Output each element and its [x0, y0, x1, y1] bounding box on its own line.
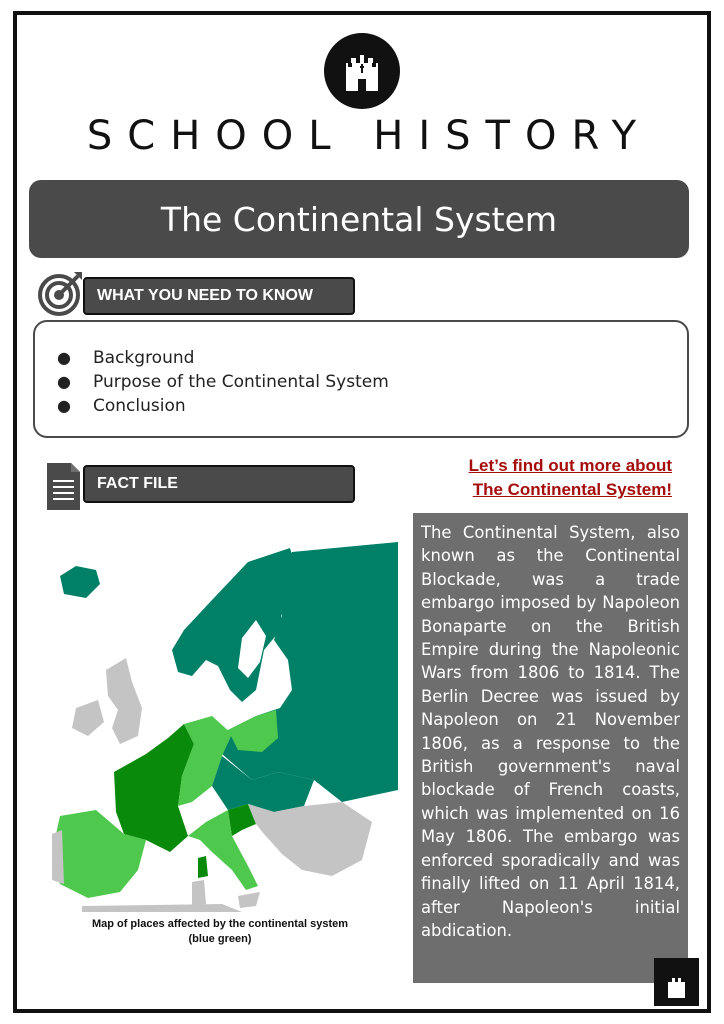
list-item	[57, 370, 687, 394]
list-item-label: Background	[93, 348, 195, 368]
map-caption-line2: (blue green)	[188, 933, 252, 945]
bullet-icon: ●	[57, 396, 71, 415]
learn-more-link[interactable]	[410, 454, 672, 502]
list-item-label: Purpose of the Continental System	[93, 372, 389, 392]
know-heading: WHAT YOU NEED TO KNOW	[83, 277, 355, 315]
fact-text-panel: The Continental System, also known as the Continental Blockade, was a trade embargo imposed by Napoleon Bonaparte on the British Empire during the Napoleonic Wars from 1806 to 1814. The Berlin Decree was issued by Napoleon on 21 November 1806, as a response to the British government's naval blockade of French coasts, which was implemented on 16 May 1806. The embargo was enforced sporadically and was finally lifted on 11 April 1814, after Napoleon's initial abdication.	[413, 513, 688, 983]
corner-castle-icon	[654, 958, 699, 1006]
bullet-icon: ●	[57, 372, 71, 391]
map-caption	[42, 917, 398, 947]
page-title: The Continental System	[29, 180, 689, 258]
know-list	[57, 346, 687, 418]
map-region-portugal	[52, 830, 64, 884]
learn-more-line1: Let’s find out more about	[468, 456, 672, 475]
document-icon	[43, 459, 83, 513]
list-item-label: Conclusion	[93, 396, 186, 416]
know-list-box	[33, 320, 689, 438]
bullet-icon: ●	[57, 348, 71, 367]
fact-heading: FACT FILE	[83, 465, 355, 503]
learn-more-line2: The Continental System!	[472, 480, 672, 499]
europe-map	[42, 540, 398, 912]
site-brand: SCHOOL HISTORY	[86, 113, 652, 159]
target-icon	[34, 266, 88, 320]
list-item	[57, 394, 687, 418]
map-caption-line1: Map of places affected by the continental system	[91, 918, 349, 930]
list-item	[57, 346, 687, 370]
castle-icon	[324, 33, 400, 109]
